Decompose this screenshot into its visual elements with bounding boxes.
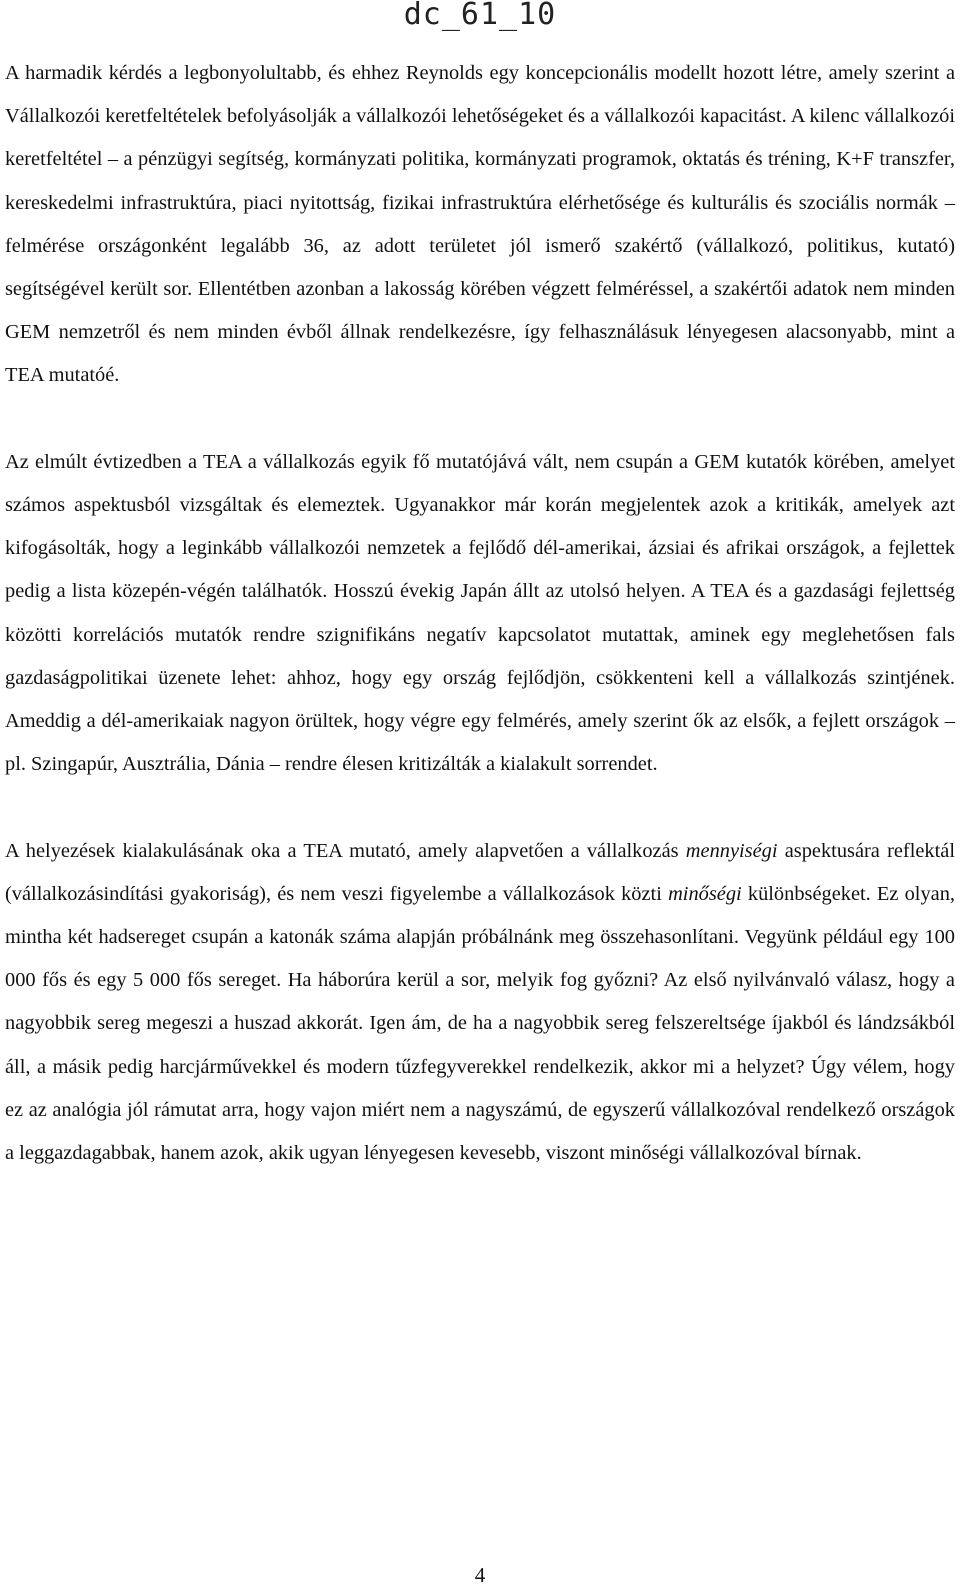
paragraph-3-text-segment: különbségeket. Ez olyan, mintha két hadsereget csupán a katonák száma alapján próbálnánk meg összehasonlítani. Vegyünk például egy 100 000 fős és egy 5 000 fős sereget. Ha háborúra kerül a sor, melyik fog győzni? Az első nyilvánvaló válasz, hogy a nagyobbik sereg megeszi a huszad akkorát. Igen ám, de ha a nagyobbik sereg felszereltsége íjakból és lándzsákból áll, a másik pedig harcjárművekkel és modern tűzfegyverekkel rendelkezik, akkor mi a helyzet? Úgy vélem, hogy ez az analógia jól rámutat arra, hogy vajon miért nem a nagyszámú, de egyszerű vállalkozóval rendelkező országok a leggazdagabbak, hanem azok, akik ugyan lényegesen kevesebb, viszont minőségi vállalkozóval bírnak.: [5, 882, 955, 1165]
paragraph-1: A harmadik kérdés a legbonyolultabb, és ehhez Reynolds egy koncepcionális modellt hozott létre, amely szerint a Vállalkozói keretfeltételek befolyásolják a vállalkozói lehetőségeket és a vállalkozói kapacitást. A kilenc vállalkozói keretfeltétel – a pénzügyi segítség, kormányzati politika, kormányzati programok, oktatás és tréning, K+F transzfer, kereskedelmi infrastruktúra, piaci nyitottság, fizikai infrastruktúra elérhetősége és kulturális és szociális normák – felmérése országonként legalább 36, az adott területet jól ismerő szakértő (vállalkozó, politikus, kutató) segítségével került sor. Ellentétben azonban a lakosság körében végzett felméréssel, a szakértői adatok nem minden GEM nemzetről és nem minden évből állnak rendelkezésre, így felhasználásuk lényegesen alacsonyabb, mint a TEA mutatóé.: [5, 62, 955, 387]
paragraph-3: [5, 830, 955, 1176]
italic-term-mennyisegi: mennyiségi: [685, 839, 778, 862]
document-id-header: dc_61_10: [403, 0, 557, 32]
paragraph-2: Az elmúlt évtizedben a TEA a vállalkozás egyik fő mutatójává vált, nem csupán a GEM kutatók körében, amelyet számos aspektusból vizsgáltak és elemeztek. Ugyanakkor már korán megjelentek azok a kritikák, amelyek azt kifogásolták, hogy a leginkább vállalkozói nemzetek a fejlődő dél-amerikai, ázsiai és afrikai országok, a fejlettek pedig a lista közepén-végén találhatók. Hosszú évekig Japán állt az utolsó helyen. A TEA és a gazdasági fejlettség közötti korrelációs mutatók rendre szignifikáns negatív kapcsolatot mutattak, aminek egy meglehetősen fals gazdaságpolitikai üzenete lehet: ahhoz, hogy egy ország fejlődjön, csökkenteni kell a vállalkozás szintjének. Ameddig a dél-amerikaiak nagyon örültek, hogy végre egy felmérés, amely szerint ők az elsők, a fejlett országok – pl. Szingapúr, Ausztrália, Dánia – rendre élesen kritizálták a kialakult sorrendet.: [5, 450, 955, 776]
paragraph-3-text-segment: aspektusára reflektál (vállalkozásindítási gyakoriság), és nem veszi figyelembe a vállalkozások közti: [5, 839, 955, 905]
paragraph-3-text-segment: A helyezések kialakulásának oka a TEA mutató, amely alapvetően a vállalkozás: [5, 839, 686, 862]
page-number: 4: [474, 1563, 486, 1587]
italic-term-minosegi: minőségi: [668, 882, 742, 905]
document-body: [5, 52, 955, 1175]
